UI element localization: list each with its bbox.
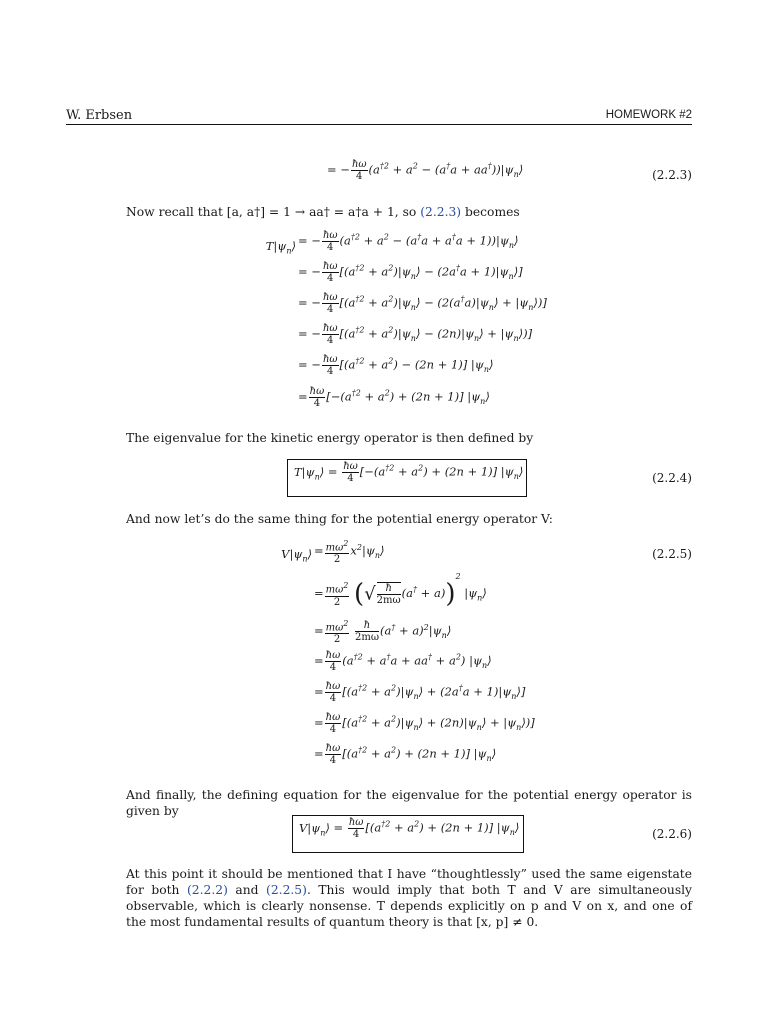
paragraph-text: At this point it should be mentioned that I have “thoughtlessly” used the same eigenstate for both bbox=[126, 867, 692, 897]
V-line-4: = $\frac{ħ\omega}{4}$ $(a^{\dagger 2} + a^\dagger a + aa^\dagger + a^2)$ $|\psi_n⟩$ bbox=[314, 650, 492, 673]
equation-number: (2.2.6) bbox=[652, 827, 692, 841]
equation-2-2-6: $V|\psi_n⟩$ = $\frac{ħ\omega}{4}$ $[(a^{\dagger 2} + a^2) + (2n + 1)]$ $|\psi_n⟩$ (2.2.6) bbox=[299, 817, 692, 841]
equation-number: (2.2.4) bbox=[652, 471, 692, 485]
T-line-5: = − $\frac{ħ\omega}{4}$ $[(a^{\dagger 2} + a^2) - (2n + 1)]$ $|\psi_n⟩$ bbox=[298, 354, 494, 377]
paragraph-recall bbox=[126, 204, 692, 220]
T-line-1: = − $\frac{ħ\omega}{4}$ ($a^{\dagger 2} + a^2 - (a^\dagger a + a^\dagger a$ + $1))|\psi_n⟩$ bbox=[298, 230, 519, 253]
paragraph-conclusion bbox=[126, 866, 692, 930]
V-line-2: = $\frac{m\omega^2}{2}$ (√ $\frac{ħ}{2m\omega}$ (a† + a))$^2$ $|\psi_n⟩$ bbox=[314, 572, 487, 609]
paragraph-finally: And finally, the defining equation for the eigenvalue for the potential energy operator is given by bbox=[126, 788, 692, 818]
paragraph-text: . This would imply that both T and V are simultaneously observable, which is clearly nonsense. T depends explicitly on p and V on x, and one of the most fundamental results of quantum theory is that [x, p] ≠ 0. bbox=[126, 883, 693, 929]
paragraph-eigen-kinetic: The eigenvalue for the kinetic energy operator is then defined by bbox=[126, 431, 534, 445]
T-block-lhs: $T|\psi_n⟩$ bbox=[265, 239, 296, 256]
V-line-3: = $\frac{m\omega^2}{2}$ $\frac{ħ}{2m\omega}$ $(a^\dagger + a)^2|\psi_n⟩$ bbox=[314, 619, 452, 646]
V-line-1: = $\frac{m\omega^2}{2}$ $x^2|\psi_n⟩$ (2.2.5) bbox=[314, 539, 692, 566]
paragraph-text: becomes bbox=[461, 205, 520, 219]
equation-2-2-4: $T|\psi_n⟩$ = $\frac{ħ\omega}{4}$ $[-(a^{\dagger 2} + a^2) + (2n + 1)]$ $|\psi_n⟩$ (2.2.4) bbox=[294, 461, 692, 485]
equation-2-2-3 bbox=[0, 159, 768, 193]
equation-ref-link[interactable]: (2.2.2) bbox=[187, 883, 228, 897]
equation-ref-link[interactable]: (2.2.5) bbox=[266, 883, 307, 897]
T-line-2: = − $\frac{ħ\omega}{4}$ [($a^{\dagger 2}$ + $a^2)|\psi_n⟩ - (2a^\dagger a$ + $1)|\psi_n⟩$] bbox=[298, 261, 523, 284]
paragraph-potential: And now let’s do the same thing for the potential energy operator V: bbox=[126, 512, 553, 526]
equation-number: (2.2.5) bbox=[652, 547, 692, 561]
T-line-4: = − $\frac{ħ\omega}{4}$ [($a^{\dagger 2}$ + $a^2)|\psi_n⟩$ − $(2n)|\psi_n⟩$ + $|\psi_n⟩$)] bbox=[298, 323, 533, 346]
header-author: W. Erbsen bbox=[66, 108, 133, 123]
header-section: HOMEWORK #2 bbox=[605, 109, 692, 121]
paragraph-text: and bbox=[227, 883, 267, 897]
equation-ref-link[interactable]: (2.2.3) bbox=[420, 205, 462, 219]
equation-number: (2.2.3) bbox=[652, 168, 692, 182]
V-line-5: = $\frac{ħ\omega}{4}$ [($a^{\dagger 2}$ + $a^2)|\psi_n⟩ + (2a^\dagger a$ + $1)|\psi_n⟩$] bbox=[314, 681, 526, 704]
V-block-lhs: $V|\psi_n⟩$ bbox=[281, 547, 312, 564]
T-line-6: = $\frac{ħ\omega}{4}$ $[-(a^{\dagger 2} + a^2) + (2n + 1)]$ $|\psi_n⟩$ bbox=[298, 386, 490, 409]
V-line-7: = $\frac{ħ\omega}{4}$ $[(a^{\dagger 2} + a^2) + (2n + 1)]$ $|\psi_n⟩$ bbox=[314, 743, 497, 766]
equation-2-2-3-body: = − $\frac{ħ\omega}{4}$ ($a^{\dagger 2} + a^2 - (a^\dagger a$ + $aa^\dagger))|\psi_n⟩$ bbox=[327, 159, 524, 182]
header-rule bbox=[66, 124, 692, 125]
V-line-6: = $\frac{ħ\omega}{4}$ [($a^{\dagger 2}$ + $a^2)|\psi_n⟩$ + $(2n)|\psi_n⟩$ + $|\psi_n⟩$)] bbox=[314, 712, 535, 735]
paragraph-text: Now recall that [a, a†] = 1 → aa† = a†a + 1, so bbox=[126, 205, 421, 219]
T-line-3: = − $\frac{ħ\omega}{4}$ [($a^{\dagger 2}$ + $a^2)|\psi_n⟩$ − ($2(a^\dagger a)|\psi_n⟩$ + $|\psi_n⟩$)] bbox=[298, 292, 547, 315]
